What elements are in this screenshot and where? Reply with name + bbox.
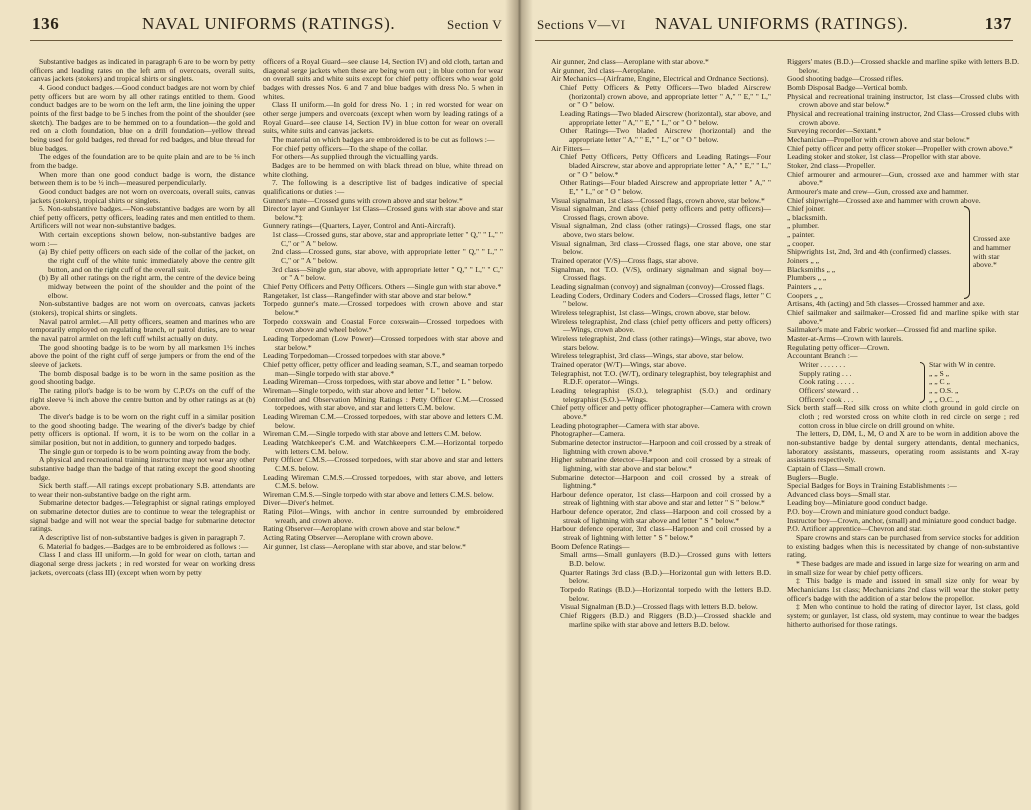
paragraph: Leading signalman (convoy) and signalman (convoy)—Crossed flags. <box>551 282 765 292</box>
paragraph: Sick berth staff.—All ratings except probationary S.B. attendants are to wear their non-substantive badge on the right arm. <box>30 481 255 499</box>
paragraph: 5. Non-substantive badges.—Non-substantive badges are worn by all chief petty officers, petty officers, leading rates and men entitled to them. Artificers will not wear non-substantive badges. <box>30 204 255 231</box>
paragraph: Air Fitters— <box>551 143 591 153</box>
paragraph: Harbour defence operator, 2nd class—Harpoon and coil crossed by a streak of lightning with star above and letter " S " below.* <box>551 507 771 525</box>
paragraph: Leading Coders, Ordinary Coders and Coders—Crossed flags, letter " C " below. <box>551 290 771 309</box>
paragraph: Air gunner, 3rd class—Aeroplane. <box>551 65 656 75</box>
paragraph: Surveying recorder—Sextant.* <box>787 126 882 136</box>
paragraph: Gunnery ratings—(Quarters, Layer, Control and Anti-Aircraft). <box>263 221 456 231</box>
paragraph: Visual signalman, 2nd class (chief petty officers and petty officers)—Crossed flags, crown above. <box>551 204 771 222</box>
paragraph: Wireman C.M.S.—Single torpedo with star above and letters C.M.S. below. <box>263 489 494 499</box>
paragraph: Spare crowns and stars can be purchased from service stocks for addition to existing badges when this is necessitated by change of non-substantive rating. <box>787 533 1019 560</box>
right-page-number: 137 <box>984 14 1012 33</box>
paragraph: Stoker, 2nd class—Propeller. <box>787 160 876 170</box>
paragraph: P.O. boy—Crown and miniature good conduct badge. <box>787 507 951 517</box>
paragraph: Visual signalman, 3rd class—Crossed flags, one star above, one star below. <box>551 238 771 257</box>
paragraph: Visual signalman, 2nd class (other ratings)—Crossed flags, one star above, two stars below. <box>551 221 771 240</box>
paragraph: For others—As supplied through the victualling yards. <box>272 152 438 162</box>
paragraph: ‡ Men who continue to hold the rating of director layer, 1st class, gold system; or gunlayer, 1st class, old system, may continue to wear the badges hitherto authorised for those ratings. <box>787 602 1019 629</box>
header-rule <box>30 40 502 41</box>
paragraph: Chief Petty Officers & Petty Officers—Two bladed Airscrew (horizontal) crown above, and appropriate letter " A," " E," " L," or " O " below. <box>560 82 771 110</box>
paragraph: Torpedo Ratings (B.D.)—Horizontal torpedo with the letters B.D. below. <box>560 585 771 603</box>
paragraph: For chief petty officers—To the shape of the collar. <box>272 143 428 153</box>
paragraph: Chief Petty Officers, Petty Officers and Leading Ratings—Four bladed Airscrew, star above and appropriate letter " A," " E," " L," or " O " below.* <box>560 152 771 179</box>
paragraph: 7. The following is a descriptive list of badges indicative of special qualifications or duties :— <box>263 178 503 196</box>
paragraph: Petty Officer C.M.S.—Crossed torpedoes, with star above and star and letters C.M.S. below. <box>263 455 503 473</box>
paragraph: Wireless telegraphist, 2nd class (other ratings)—Wings, star above, two stars below. <box>551 334 771 352</box>
paragraph: Small arms—Small gunlayers (B.D.)—Crossed guns with letters B.D. below. <box>560 550 771 569</box>
paragraph: Wireless telegraphist, 3rd class—Wings, star above, star below. <box>551 351 744 361</box>
paragraph: Badges are to be hemmed on with black thread on blue, white thread on white clothing. <box>263 160 503 179</box>
accountant-rating: Cook rating . . . . . <box>799 377 855 387</box>
paragraph: Leading telegraphist (S.O.), telegraphist (S.O.) and ordinary telegraphist (S.O.)—Wings. <box>551 385 771 404</box>
paragraph: Chief petty officer and petty officer photographer—Camera with crown above.* <box>551 403 771 421</box>
paragraph: 6. Material fo badges.—Badges are to be embroidered as follows :— <box>39 541 249 551</box>
paragraph: Leading stoker and stoker, 1st class—Propellor with star above. <box>787 152 981 162</box>
shipwright-rating: Blacksmiths „ „ <box>787 264 836 274</box>
paragraph: Physical and recreational training instructor, 1st class—Crossed clubs with crown above and star below.* <box>787 91 1019 110</box>
paragraph: Submarine detector—Harpoon and coil crossed by a streak of lightning.* <box>551 472 771 491</box>
accountant-badge-letter: „ „ C „ <box>929 377 950 387</box>
paragraph: Sick berth staff—Red silk cross on white cloth ground in gold circle on cloth ; red worsted cross on white cloth in red circle on serge ; red cotton cross in blue circle on drill ground on white. <box>787 403 1019 430</box>
paragraph: Rangetaker, 1st class—Rangefinder with star above and star below.* <box>263 290 472 300</box>
paragraph: Chief sailmaker and sailmaker—Crossed fid and marline spike with star above.* <box>787 308 1019 326</box>
paragraph: Air gunner, 1st class—Aeroplane with star above, and star below.* <box>263 541 466 551</box>
paragraph: * These badges are made and issued in large size for wearing on arm and in small size for wear by chief petty officers. <box>787 559 1019 577</box>
paragraph: Leading Ratings—Two bladed Airscrew (horizontal), star above, and appropriate letter " A," " E," " L," or " O " below. <box>560 108 771 127</box>
paragraph: Leading Torpedoman (Low Power)—Crossed torpedoes with star above and star below.* <box>263 334 503 352</box>
paragraph: Riggers' mates (B.D.)—Crossed shackle and marline spike with letters B.D. below. <box>787 58 1019 75</box>
shipwright-rating: „ plumber. <box>787 221 820 231</box>
paragraph: Bomb Disposal Badge—Vertical bomb. <box>787 82 908 92</box>
left-page-number: 136 <box>32 14 60 33</box>
paragraph: ‡ This badge is made and issued in small size only for wear by Mechanicians 1st class; Mechanicians 2nd class will wear the stoker petty officer's badge with the addition of a star below the propellor. <box>787 576 1019 603</box>
right-column-2 <box>787 58 1019 804</box>
shipwright-rating: „ cooper. <box>787 238 815 248</box>
paragraph: Artisans, 4th (acting) and 5th classes—Crossed hammer and axe. <box>787 299 985 309</box>
paragraph: The material on which badges are embroidered is to be cut as follows :— <box>272 134 495 144</box>
paragraph: Leading Torpedoman—Crossed torpedoes with star above.* <box>263 351 446 361</box>
accountant-rating: Officers' steward . . <box>799 385 859 395</box>
accountant-badge-letter: „ „ O.S. „ <box>929 385 959 395</box>
brace <box>964 206 970 299</box>
accountant-badge-letter: „ „ O.C. „ <box>929 394 960 404</box>
paragraph: Buglers—Bugle. <box>787 472 839 482</box>
left-column-2 <box>263 58 503 804</box>
paragraph: Leading Wireman—Cross torpedoes, with star above and letter " L " below. <box>263 377 493 387</box>
paragraph: Other Ratings—Four bladed Airscrew and appropriate letter " A," " E," " L," or " O " below. <box>560 178 771 196</box>
paragraph: Accountant Branch :— <box>787 351 858 361</box>
paragraph: Leading Wireman C.M.—Crossed torpedoes, with star above and letters C.M. below. <box>263 411 503 430</box>
paragraph: Advanced class boys—Small star. <box>787 489 891 499</box>
paragraph: officers of a Royal Guard—see clause 14, Section IV) and old cloth, tartan and diagonal serge jackets when these are being worn out ; in blue cotton for wear on overall suits and white suits except for chief petty officers who wear gold badges with dresses Nos. 6 and 7 and blue badges with dress No. 5 when in whites. <box>263 58 503 101</box>
paragraph: Visual Signalman (B.D.)—Crossed flags with letters B.D. below. <box>560 602 758 612</box>
paragraph: Diver—Diver's helmet. <box>263 498 334 508</box>
shipwright-badge-group <box>787 205 1019 300</box>
paragraph: Good conduct badges are not worn on overcoats, overall suits, canvas jackets (stokers), tropical shirts or singlets. <box>30 186 255 205</box>
paragraph: Regulating petty officer—Crown. <box>787 342 890 352</box>
shipwright-rating: „ painter. <box>787 230 815 240</box>
paragraph: Sailmaker's mate and Fabric worker—Crossed fid and marline spike. <box>787 325 997 335</box>
shipwright-rating: Coopers „ „ <box>787 290 823 300</box>
paragraph: Master-at-Arms—Crown with laurels. <box>787 334 904 343</box>
book-gutter <box>505 0 533 810</box>
paragraph: Wireman C.M.—Single torpedo with star above and letters C.M. below. <box>263 429 482 439</box>
paragraph: Leading boy—Miniature good conduct badge. <box>787 498 928 508</box>
paragraph: Physical and recreational training instructor, 2nd Class—Crossed clubs with crown above. <box>787 108 1019 127</box>
paragraph: A physical and recreational training instructor may not wear any other substantive badge than the badge of that rating except the good shooting badge. <box>30 455 255 482</box>
paragraph: 1st class—Crossed guns, star above, star and appropriate letter " Q," " L," " C," or " A " below. <box>272 230 503 248</box>
paragraph: Wireless telegraphist, 2nd class (chief petty officers and petty officers)—Wings, crown above. <box>551 316 771 335</box>
left-page-section: Section V <box>447 17 502 32</box>
paragraph: Harbour defence operator, 1st class—Harpoon and coil crossed by a streak of lightning with star above and star and letter " S " below.* <box>551 489 771 508</box>
paragraph: The single gun or torpedo is to be worn pointing away from the body. <box>39 446 251 456</box>
paragraph: Trained operator (W/T)—Wings, star above. <box>551 359 687 369</box>
shipwright-rating: Chief joiner. <box>787 204 825 214</box>
paragraph: The edges of the foundation are to be quite plain and are to be ⅛ inch from the badge. <box>30 152 255 170</box>
paragraph: Wireless telegraphist, 1st class—Wings, crown above, star below. <box>551 308 751 318</box>
paragraph: Gunner's mate—Crossed guns with crown above and star below.* <box>263 195 463 205</box>
right-page-title: NAVAL UNIFORMS (RATINGS). <box>655 14 909 33</box>
shipwright-rating: Painters „ „ <box>787 282 823 292</box>
accountant-badge-letter: Star with W in centre. <box>929 359 996 369</box>
paragraph: Trained operator (V/S)—Cross flags, star above. <box>551 256 699 266</box>
paragraph: Class II uniform.—In gold for dress No. 1 ; in red worsted for wear on other serge jumpers and overcoats (except when worn by leading ratings of a Royal Guard—see clause 14, Section IV) in blue cotton for wear on overall suits, white suits and canvas jackets. <box>263 100 503 136</box>
paragraph: Naval patrol armlet.—All petty officers, seamen and marines who are temporarily employed on regulating branch, or patrol duties, are to wear the naval patrol armlet on the left cuff whilst actually on duty. <box>30 316 255 343</box>
paragraph: (b) By all other ratings on the right arm, the centre of the device being midway between the point of the shoulder and the point of the elbow. <box>39 273 255 300</box>
right-page-section: Sections V—VI <box>537 17 626 32</box>
brace <box>920 362 925 403</box>
paragraph: Air Mechanics—(Airframe, Engine, Electrical and Ordnance Sections). <box>551 74 769 84</box>
paragraph: Class I and class III uniform.—In gold for wear on cloth, tartan and diagonal serge dress jackets ; in red worsted for wear on working dress jackets, overcoats (class III) (except when worn by petty <box>30 550 255 577</box>
paragraph: Wireman—Single torpedo, with star above and letter " L " below. <box>263 385 462 395</box>
header-rule <box>535 40 1013 41</box>
paragraph: 2nd class—Crossed guns, star above, with appropriate letter " Q," " L," " C," or " A " below. <box>272 247 503 266</box>
accountant-rating: Writer . . . . . . . <box>799 359 846 369</box>
paragraph: Chief petty officer and petty officer stoker—Propeller with crown above.* <box>787 143 1013 153</box>
paragraph: Rating Pilot—Wings, with anchor in centre surrounded by embroidered wreath, and crown above. <box>263 507 503 525</box>
paragraph: Air gunner, 2nd class—Aeroplane with star above.* <box>551 58 709 66</box>
paragraph: Boom Defence Ratings— <box>551 541 630 551</box>
left-page-header <box>32 14 502 40</box>
paragraph: Non-substantive badges are not worn on overcoats, canvas jackets (stokers), tropical shirts or singlets. <box>30 299 255 318</box>
paragraph: Acting Rating Observer—Aeroplane with crown above. <box>263 533 433 543</box>
paragraph: When more than one good conduct badge is worn, the distance between them is to be ½ inch—measured perpendicularly. <box>30 169 255 188</box>
paragraph: Controlled and Observation Mining Ratings : Petty Officer C.M.—Crossed torpedoes, with star above, and star and letters C.M. below. <box>263 394 503 413</box>
paragraph: Quarter Ratings 3rd class (B.D.)—Horizontal gun with letters B.D. below. <box>560 567 771 586</box>
paragraph: Leading photographer—Camera with star above. <box>551 420 700 430</box>
paragraph: (a) By chief petty officers on each side of the collar of the jacket, on the right cuff of the white tunic immediately above the centre gilt button, and on the right cuff of the overall suit. <box>39 247 255 274</box>
paragraph: Higher submarine detector—Harpoon and coil crossed by a streak of lightning, with star above and star below.* <box>551 455 771 473</box>
paragraph: Submarine detector instructor—Harpoon and coil crossed by a streak of lightning with crown above.* <box>551 437 771 456</box>
accountant-rating: Officers' cook . . . <box>799 394 854 404</box>
paragraph: Rating Observer—Aeroplane with crown above and star below.* <box>263 524 460 534</box>
shipwright-rating: Plumbers „ „ <box>787 273 827 283</box>
paragraph: Torpedo gunner's mate.—Crossed torpedoes with crown above and star below.* <box>263 299 503 318</box>
accountant-rating: Supply rating . . . <box>799 368 852 378</box>
paragraph: Visual signalman, 1st class—Crossed flags, crown above, star below.* <box>551 195 765 205</box>
right-page <box>519 0 1031 810</box>
paragraph: Chief petty officer, petty officer and leading seaman, S.T., and seaman torpedo man—Single torpedo with star above.* <box>263 359 503 378</box>
paragraph: Submarine detector badges.—Telegraphist or signal ratings employed on submarine detector duties are to continue to wear the telegraphist or signal badge and will not wear the special badge for submarine detector ratings. <box>30 498 255 534</box>
accountant-badge-group <box>787 361 1019 404</box>
paragraph: The good shooting badge is to be worn by all marksmen 1½ inches above the point of the right cuff of serge jumpers or from the end of the sleeve of jackets. <box>30 342 255 369</box>
paragraph: Captain of Class—Small crown. <box>787 463 886 473</box>
paragraph: Telegraphist, not T.O. (W/T), ordinary telegraphist, boy telegraphist and R.D.F. operator—Wings. <box>551 368 771 387</box>
paragraph: Instructor boy—Crown, anchor, (small) and miniature good conduct badge. <box>787 515 1017 525</box>
paragraph: Chief Riggers (B.D.) and Riggers (B.D.)—Crossed shackle and marline spike with star above and letters B.D. below. <box>560 611 771 629</box>
paragraph: Harbour defence operator, 3rd class—Harpoon and coil crossed by a streak of lightning with letter " S " below.* <box>551 524 771 543</box>
paragraph: P.O. Artificer apprentice—Chevron and star. <box>787 524 922 534</box>
paragraph: 3rd class—Single gun, star above, with appropriate letter " Q," " L," " C," or " A " below. <box>272 264 503 283</box>
paragraph: Signalman, not T.O. (V/S), ordinary signalman and signal boy—Crossed flags. <box>551 264 771 283</box>
paragraph: Chief shipwright—Crossed axe and hammer with crown above. <box>787 195 981 205</box>
accountant-badge-letter: „ „ S „ <box>929 368 950 378</box>
paragraph: The bomb disposal badge is to be worn in the same position as the good shooting badge. <box>30 368 255 387</box>
paragraph: Chief Petty Officers and Petty Officers. Others —Single gun with star above.* <box>263 282 502 292</box>
paragraph: 4. Good conduct badges.—Good conduct badges are not worn by chief petty officers but are worn by all other ratings entitled to them. Good conduct badges are to be worn on the left arm, the line joining the upper points of the first badge to be 5 inches from the point of the shoulder (see sketch). The badges are to be hemmed on to a foundation—the gold and red on a cloth foundation, blue on a drill foundation—yellow thread being used for gold badges, red thread for red badges, and blue thread for blue badges. <box>30 82 255 153</box>
paragraph: Chief armourer and armourer—Gun, crossed axe and hammer with star above.* <box>787 169 1019 188</box>
paragraph: The letters, D, DM, L, M, O and X are to be worn in addition above the non-substantive badge by dental surgery attendants, dental mechanics, laboratory assistants, masseurs, operating room assistants and X-ray assistants respectively. <box>787 429 1019 465</box>
paragraph: Special Badges for Boys in Training Establishments :— <box>787 481 957 491</box>
paragraph: Good shooting badge—Crossed rifles. <box>787 74 904 84</box>
left-page-title: NAVAL UNIFORMS (RATINGS). <box>142 14 396 33</box>
shipwright-rating: Shipwrights 1st, 2nd, 3rd and 4th (confirmed) classes. <box>787 247 952 257</box>
left-column-1 <box>30 58 255 804</box>
paragraph: A descriptive list of non-substantive badges is given in paragraph 7. <box>39 533 246 543</box>
paragraph: Leading Watchkeeper's C.M. and Watchkeepers C.M.—Horizontal torpedo with letters C.M. below. <box>263 437 503 456</box>
right-column-1 <box>551 58 771 804</box>
paragraph: Other Ratings—Two bladed Airscrew (horizontal) and the appropriate letter " A," " E," " L," or " O " below. <box>560 126 771 144</box>
right-page-header <box>537 14 1012 40</box>
shipwright-rating: Joiners „ „ <box>787 256 820 266</box>
paragraph: The rating pilot's badge is to be worn by C.P.O's on the cuff of the right sleeve ¼ inch above the centre button and by other ratings as at (b) above. <box>30 385 255 413</box>
paragraph: Photographer—Camera. <box>551 429 626 439</box>
paragraph: The diver's badge is to be worn on the right cuff in a similar position to the good shooting badge. The wearing of the diver's badge by chief petty officers is optional. If worn, it is to be worn on the collar in a similar position, but not in addition, to gunnery and torpedo badges. <box>30 411 255 447</box>
paragraph: Mechanician—Propellor with crown above and star below.* <box>787 134 970 144</box>
paragraph: Torpedo coxswain and Coastal Force coxswain—Crossed torpedoes with crown above and wheel below.* <box>263 316 503 335</box>
paragraph: Armourer's mate and crew—Gun, crossed axe and hammer. <box>787 186 969 196</box>
shipwright-badge-text: Crossed axe and hammer with star above.* <box>973 234 1011 270</box>
paragraph: Director layer and Gunlayer 1st Class—Crossed guns with star above and star below.*‡ <box>263 204 503 222</box>
paragraph: Leading Wireman C.M.S.—Crossed torpedoes, with star above, and letters C.M.S. below. <box>263 472 503 491</box>
paragraph: Substantive badges as indicated in paragraph 6 are to be worn by petty officers and leading rates on the left arm of overcoats, overall suits, canvas jackets (stokers) and tropical shirts or singlets. <box>30 58 255 84</box>
paragraph: With certain exceptions shown below, non-substantive badges are worn :— <box>30 230 255 248</box>
shipwright-rating: „ blacksmith. <box>787 212 828 222</box>
